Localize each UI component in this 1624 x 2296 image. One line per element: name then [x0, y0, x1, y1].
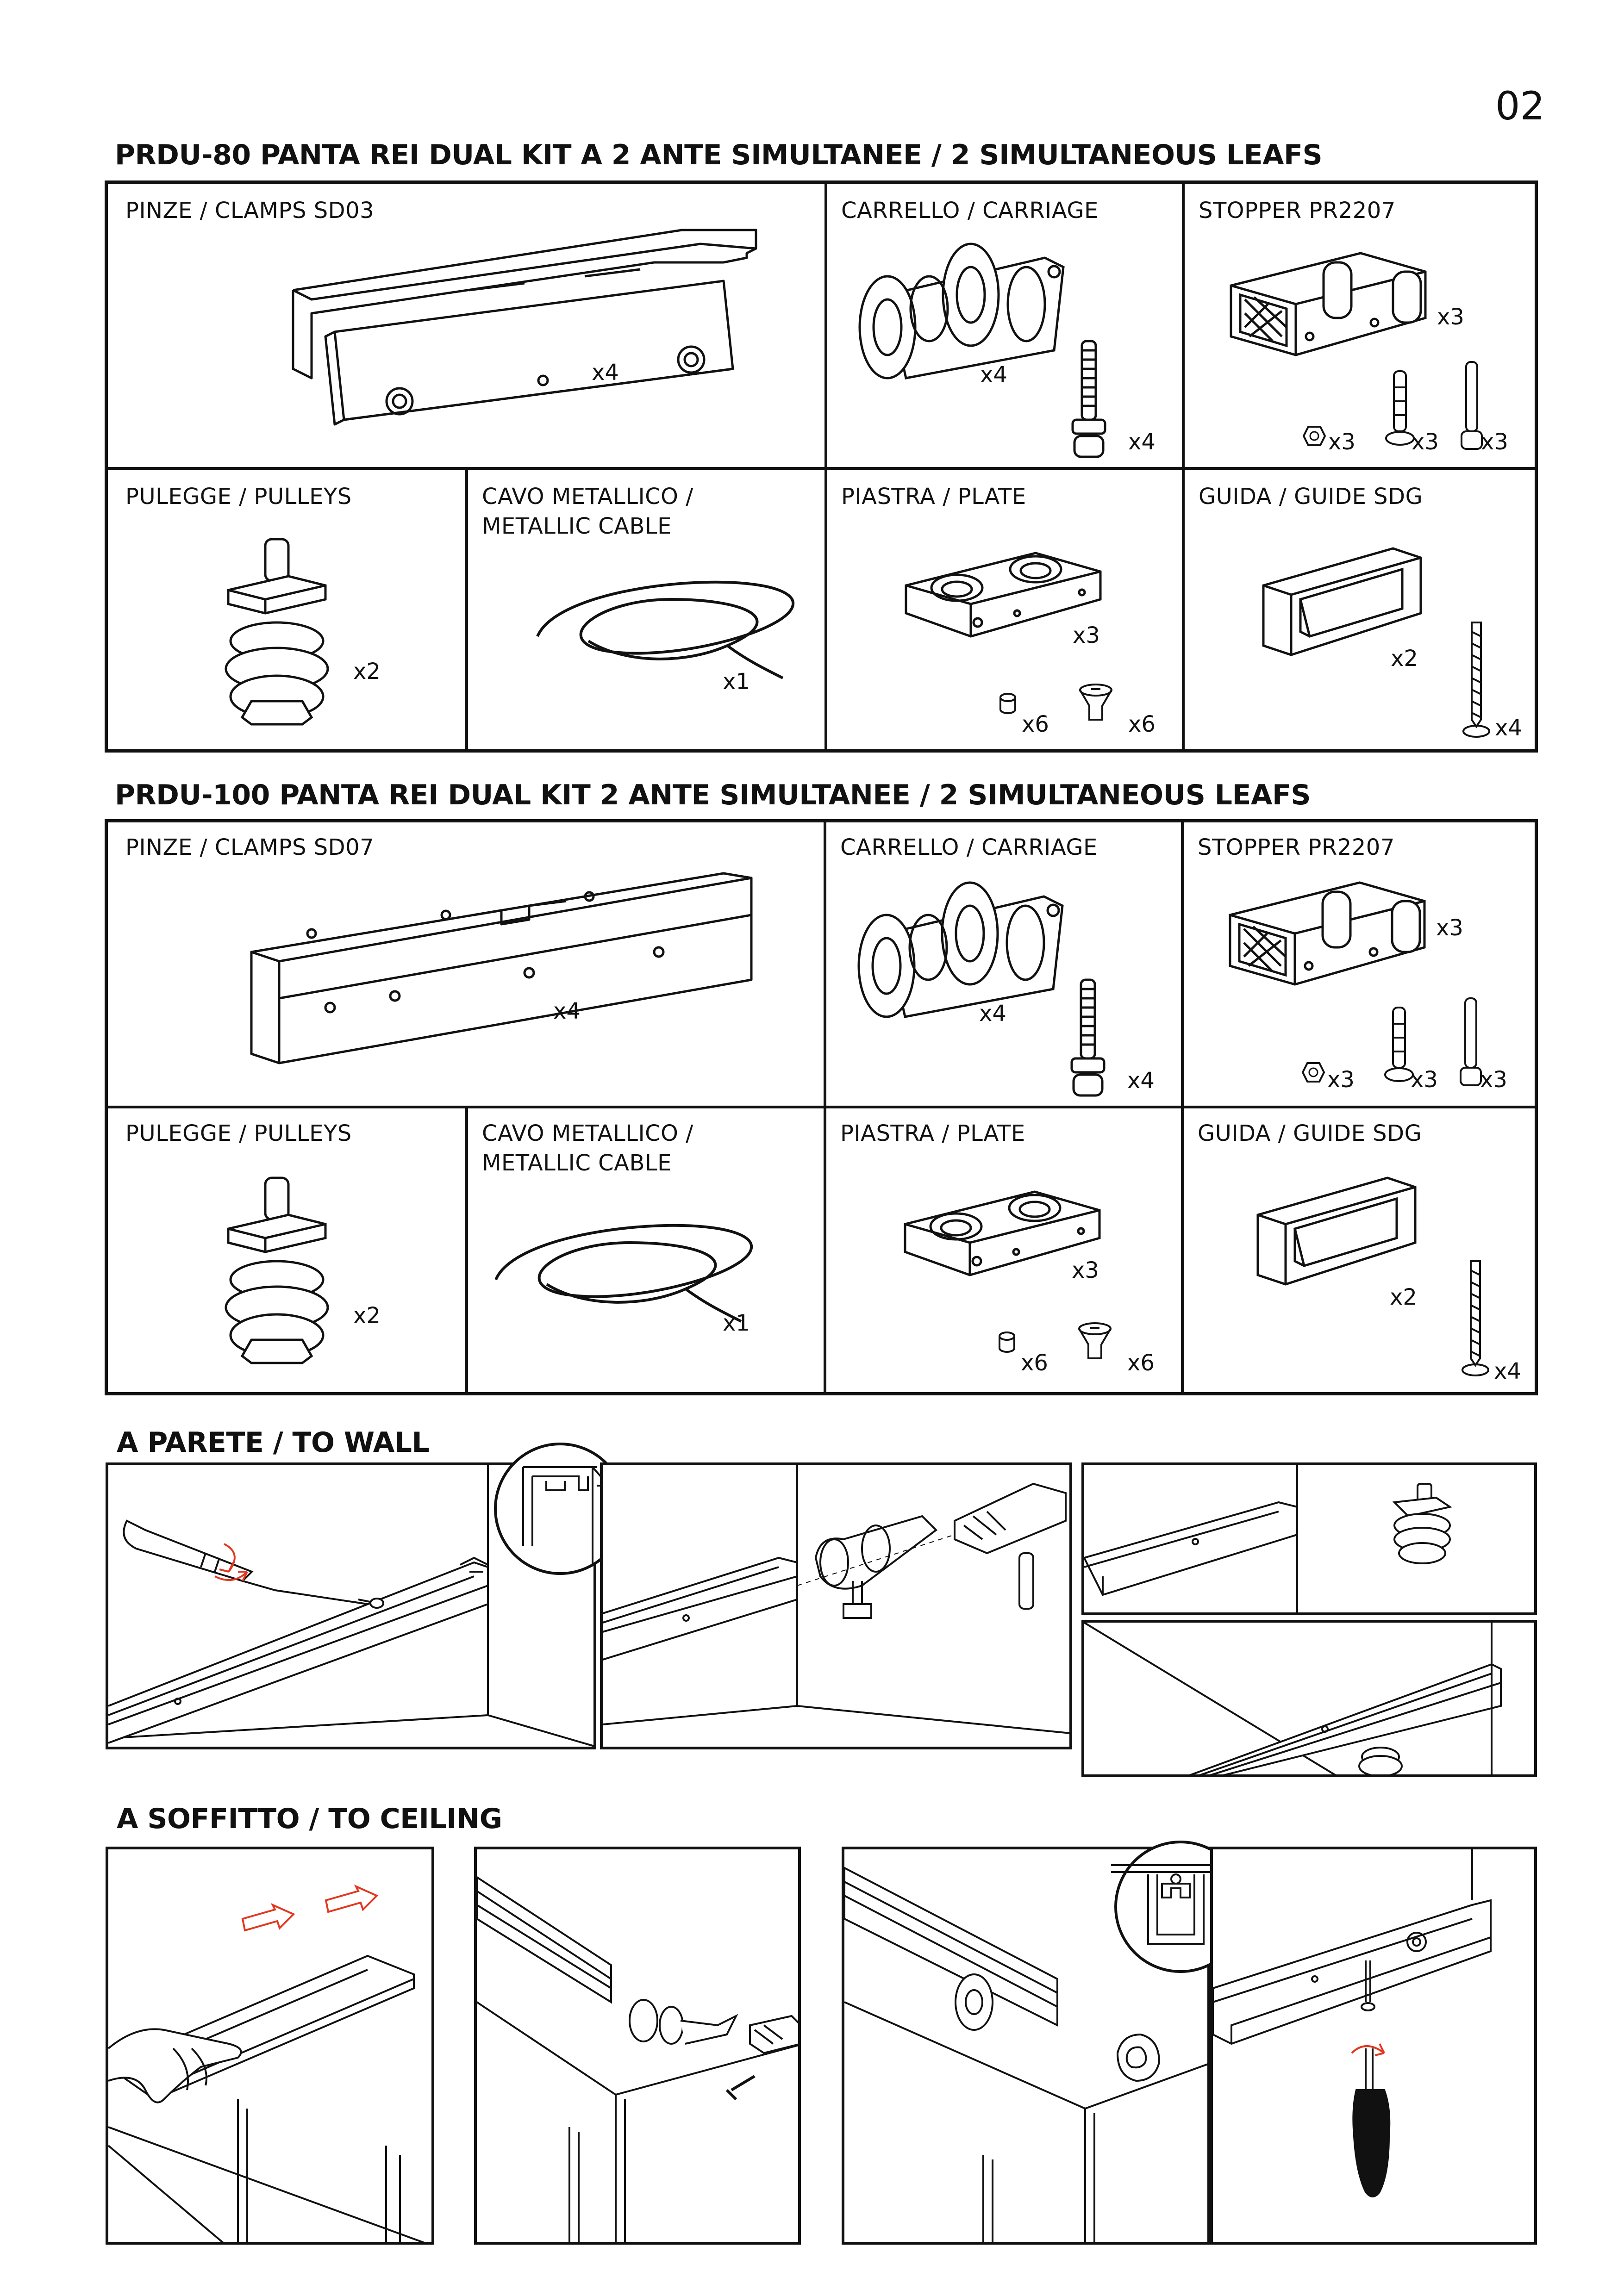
wall-step-2-panel: [600, 1462, 1072, 1749]
kit1-guide-qty: x2: [1391, 646, 1418, 672]
guide-screw-icon: [1462, 1257, 1489, 1381]
kit1-guide-label: GUIDA / GUIDE SDG: [1199, 484, 1423, 510]
carriage-illustration: [850, 239, 1082, 383]
kit2-carriage-screw-qty: x4: [1127, 1068, 1155, 1094]
wall-step-4-panel: [1081, 1620, 1537, 1777]
kit1-stopper-screw-a-qty: x3: [1412, 429, 1439, 455]
kit2-plate-qty: x3: [1072, 1257, 1099, 1283]
kit2-box: [105, 819, 1538, 1395]
kit1-stopper-cell: [1185, 184, 1535, 467]
kit2-pulleys-label: PULEGGE / PULLEYS: [125, 1120, 352, 1146]
kit2-stopper-nut-qty: x3: [1327, 1067, 1355, 1093]
kit2-clamps-cell: [108, 822, 824, 1106]
kit2-stopper-qty: x3: [1436, 915, 1463, 941]
ceiling-step-4-illustration: [1213, 1849, 1537, 2245]
wall-step-4-illustration: [1084, 1623, 1537, 1777]
kit1-box: [105, 180, 1538, 753]
carriage-screw-illustration: [1067, 975, 1109, 1100]
countersunk-screw-icon: [1076, 1321, 1113, 1363]
kit2-plate-cell: [826, 1108, 1181, 1392]
stopper-pr2207-illustration: [1221, 873, 1434, 1012]
ceiling-step-1-panel: [106, 1847, 434, 2245]
wall-step-2-illustration: [603, 1465, 1072, 1749]
hex-nut-icon: [1302, 1061, 1325, 1084]
kit2-cable-cell: [468, 1108, 824, 1392]
spacer-icon: [998, 1331, 1016, 1354]
kit1-carriage-screw-qty: x4: [1128, 429, 1156, 455]
wall-step-3-illustration: [1084, 1465, 1537, 1615]
kit2-cable-qty: x1: [723, 1310, 750, 1336]
ceiling-step-4-panel: [1210, 1847, 1537, 2245]
countersunk-screw-icon: [1077, 683, 1114, 724]
ceiling-section-title: A SOFFITTO / TO CEILING: [117, 1803, 502, 1835]
kit2-cable-label: CAVO METALLICO / METALLIC CABLE: [482, 1120, 693, 1176]
kit2-guide-cell: [1184, 1108, 1535, 1392]
kit1-cable-cell: [468, 470, 824, 749]
clamp-sd07-illustration: [242, 859, 775, 1068]
hex-nut-icon: [1303, 424, 1326, 448]
kit2-stopper-label: STOPPER PR2207: [1198, 834, 1395, 860]
wall-step-3-panel: [1081, 1462, 1537, 1615]
kit2-stopper-screw-b-qty: x3: [1480, 1067, 1507, 1093]
kit1-plate-label: PIASTRA / PLATE: [841, 484, 1026, 510]
kit1-cable-qty: x1: [723, 669, 750, 695]
kit1-carriage-cell: [827, 184, 1182, 467]
guide-screw-icon: [1462, 618, 1490, 743]
kit2-guide-qty: x2: [1390, 1284, 1417, 1310]
kit1-plate-qty: x3: [1073, 622, 1100, 648]
kit2-clamps-qty: x4: [553, 998, 581, 1024]
ceiling-step-1-illustration: [108, 1849, 434, 2245]
pulley-illustration: [219, 535, 339, 729]
kit1-clamps-qty: x4: [592, 360, 619, 386]
kit2-guide-screw-qty: x4: [1494, 1358, 1521, 1384]
kit1-plate-cell: [827, 470, 1182, 749]
metallic-cable-illustration: [487, 1215, 764, 1326]
kit1-plate-spacer-qty: x6: [1022, 711, 1049, 737]
carriage-screw-illustration: [1068, 336, 1110, 461]
metallic-cable-illustration: [533, 572, 801, 683]
kit2-pulleys-qty: x2: [353, 1303, 381, 1329]
kit2-clamps-label: PINZE / CLAMPS SD07: [125, 834, 375, 860]
kit1-clamps-label: PINZE / CLAMPS SD03: [125, 198, 375, 224]
kit1-stopper-label: STOPPER PR2207: [1199, 198, 1396, 224]
kit2-stopper-cell: [1184, 822, 1535, 1106]
kit2-stopper-screw-a-qty: x3: [1411, 1067, 1438, 1093]
plate-illustration: [896, 1182, 1109, 1303]
spacer-icon: [999, 692, 1017, 715]
kit1-carriage-qty: x4: [980, 362, 1007, 388]
ceiling-step-2-illustration: [477, 1849, 801, 2245]
wall-section-title: A PARETE / TO WALL: [117, 1426, 430, 1459]
kit1-guide-screw-qty: x4: [1495, 715, 1522, 741]
pulley-illustration: [219, 1173, 339, 1368]
kit2-carriage-label: CARRELLO / CARRIAGE: [840, 834, 1098, 860]
kit2-carriage-cell: [826, 822, 1181, 1106]
kit2-guide-label: GUIDA / GUIDE SDG: [1198, 1120, 1422, 1146]
stopper-pr2207-illustration: [1222, 244, 1435, 383]
kit2-pulleys-cell: [108, 1108, 465, 1392]
ceiling-step-2-panel: [474, 1847, 801, 2245]
kit1-stopper-nut-qty: x3: [1328, 429, 1355, 455]
kit1-carriage-label: CARRELLO / CARRIAGE: [841, 198, 1099, 224]
kit1-stopper-screw-b-qty: x3: [1481, 429, 1508, 455]
kit2-plate-spacer-qty: x6: [1021, 1350, 1048, 1376]
kit1-plate-screw-qty: x6: [1128, 711, 1156, 737]
kit2-plate-label: PIASTRA / PLATE: [840, 1120, 1025, 1146]
page-number: 02: [1495, 83, 1545, 129]
carriage-illustration: [849, 878, 1081, 1021]
kit1-clamps-cell: [108, 184, 824, 467]
kit1-title: PRDU-80 PANTA REI DUAL KIT A 2 ANTE SIMULTANEE / 2 SIMULTANEOUS LEAFS: [115, 139, 1323, 171]
kit1-pulleys-label: PULEGGE / PULLEYS: [125, 484, 352, 510]
kit1-stopper-qty: x3: [1437, 304, 1464, 330]
kit1-pulleys-qty: x2: [353, 659, 381, 684]
kit2-carriage-qty: x4: [979, 1001, 1006, 1027]
clamp-sd03-illustration: [284, 221, 770, 438]
kit1-cable-label: CAVO METALLICO / METALLIC CABLE: [482, 484, 693, 539]
kit1-guide-cell: [1185, 470, 1535, 749]
kit2-title: PRDU-100 PANTA REI DUAL KIT 2 ANTE SIMULTANEE / 2 SIMULTANEOUS LEAFS: [115, 779, 1311, 811]
kit2-plate-screw-qty: x6: [1127, 1350, 1155, 1376]
kit1-pulleys-cell: [108, 470, 465, 749]
